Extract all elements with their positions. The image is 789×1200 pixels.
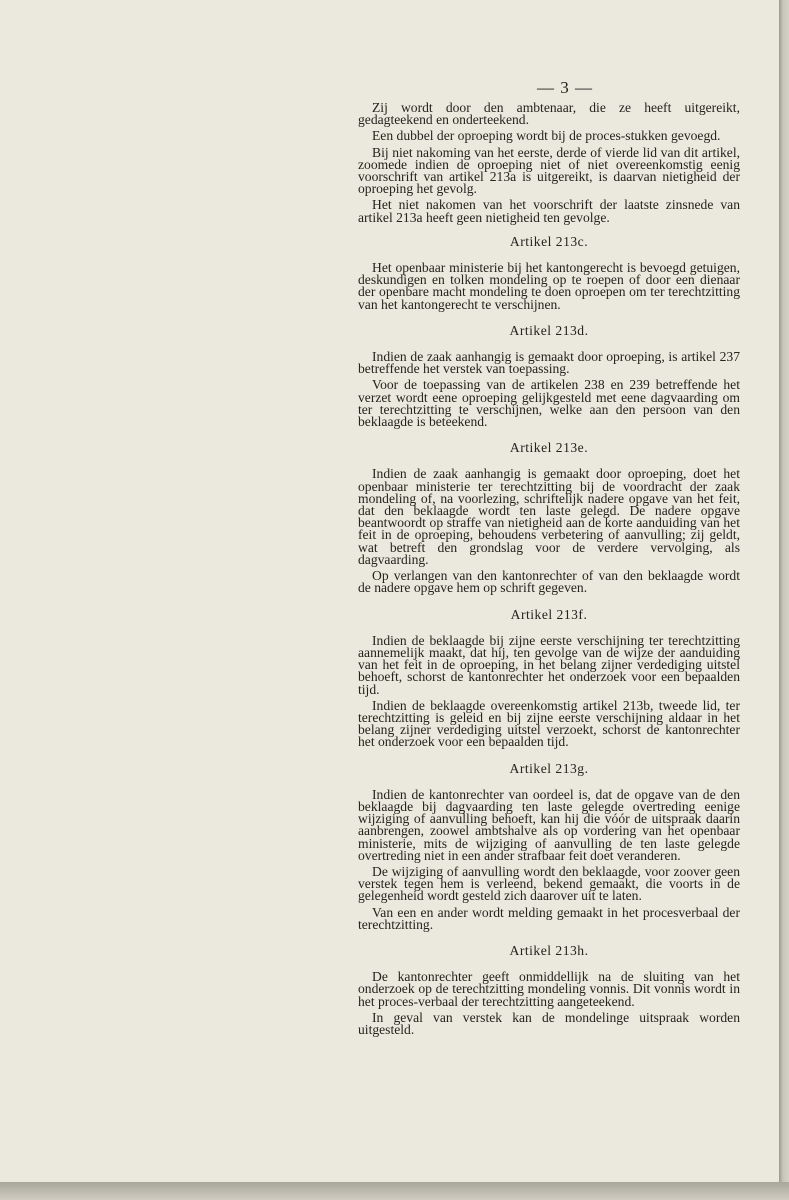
paragraph: Indien de beklaagde bij zijne eerste verschijning ter terechtzitting aannemelijk maakt, dat hij, ten gevolge van de wijze der aanduiding van het feit in de oproeping, in het belang zijner verdediging uitstel behoeft, schorst de kantonrechter het onderzoek voor een bepaalden tijd.: [358, 632, 740, 697]
paragraph: Indien de beklaagde overeenkomstig artikel 213b, tweede lid, ter terechtzitting is geleid en bij zijne eerste verschijning aldaar in het belang zijner verdediging uitstel verzoekt, schorst de kantonrechter het onderzoek voor een bepaalden tijd.: [358, 697, 740, 750]
paragraph: De wijziging of aanvulling wordt den beklaagde, voor zoover geen verstek tegen hem is verleend, bekend gemaakt, die voorts in de gelegenheid wordt gesteld zich daarover uit te laten.: [358, 863, 740, 904]
paragraph: Op verlangen van den kantonrechter of van den beklaagde wordt de nadere opgave hem op schrift gegeven.: [358, 568, 740, 596]
page-number: — 3 —: [537, 78, 593, 97]
paragraph: Zij wordt door den ambtenaar, die ze heeft uitgereikt, gedagteekend en onderteekend.: [358, 100, 740, 128]
page-edge-bottom: [0, 1182, 789, 1200]
paragraph: Voor de toepassing van de artikelen 238 en 239 betreffende het verzet wordt eene oproeping gelijkgesteld met eene dagvaarding om ter terechtzitting te verschijnen, welke aan den persoon van den beklaagde is beteekend.: [358, 377, 740, 430]
paragraph: Het niet nakomen van het voorschrift der laatste zinsnede van artikel 213a heeft geen nietigheid ten gevolge.: [358, 197, 740, 225]
paragraph: In geval van verstek kan de mondelinge uitspraak worden uitgesteld.: [358, 1009, 740, 1037]
article-heading-213h: Artikel 213h.: [509, 942, 589, 958]
paragraph: Het openbaar ministerie bij het kantongerecht is bevoegd getuigen, deskundigen en tolken mondeling op te roepen of door een dienaar der openbare macht mondeling te doen oproepen om ter terechtzitting van het kantongerecht te verschijnen.: [358, 260, 740, 312]
article-heading-213c: Artikel 213c.: [509, 233, 589, 249]
article-heading-213f: Artikel 213f.: [510, 606, 588, 622]
text-column: [358, 102, 740, 1040]
paragraph: Indien de kantonrechter van oordeel is, dat de opgave van de den beklaagde bij dagvaarding ten laste gelegde overtreding eenige wijziging of aanvulling behoeft, kan hij die vóór de uitspraak daarin aanbrengen, zoowel ambtshalve als op vordering van het openbaar ministerie, mits de wijziging of aanvulling de ten laste gelegde overtreding niet in een ander strafbaar feit doet veranderen.: [358, 786, 740, 863]
page-edge-right: [779, 0, 789, 1200]
paragraph: De kantonrechter geeft onmiddellijk na de sluiting van het onderzoek op de terechtzitting mondeling vonnis. Dit vonnis wordt in het proces-verbaal der terechtzitting aangeteekend.: [358, 969, 740, 1009]
paragraph: Een dubbel der oproeping wordt bij de proces-stukken gevoegd.: [372, 128, 721, 144]
bleed-through-shadow: [0, 0, 330, 1180]
paragraph: Indien de zaak aanhangig is gemaakt door oproeping, doet het openbaar ministerie ter terechtzitting bij de voordracht der zaak mondeling of, na voorlezing, schriftelijk nadere opgave van het feit, dat den beklaagde wordt ten laste gelegd. De nadere opgave beantwoordt op straffe van nietigheid aan de korte aanduiding van het feit in de oproeping, behoudens verbetering of aanvulling; zij geldt, wat betreft den grondslag voor de verdere vervolging, als dagvaarding.: [358, 466, 740, 567]
paragraph: Bij niet nakoming van het eerste, derde of vierde lid van dit artikel, zoomede indien de oproeping niet of niet overeenkomstig eenig voorschrift van artikel 213a is uitgereikt, is daarvan nietigheid der oproeping het gevolg.: [358, 144, 740, 197]
article-heading-213d: Artikel 213d.: [509, 322, 589, 338]
paragraph: Indien de zaak aanhangig is gemaakt door oproeping, is artikel 237 betreffende het verstek van toepassing.: [358, 349, 740, 377]
article-heading-213g: Artikel 213g.: [509, 760, 589, 776]
article-heading-213e: Artikel 213e.: [509, 440, 589, 456]
paragraph: Van een en ander wordt melding gemaakt in het procesverbaal der terechtzitting.: [358, 904, 740, 932]
